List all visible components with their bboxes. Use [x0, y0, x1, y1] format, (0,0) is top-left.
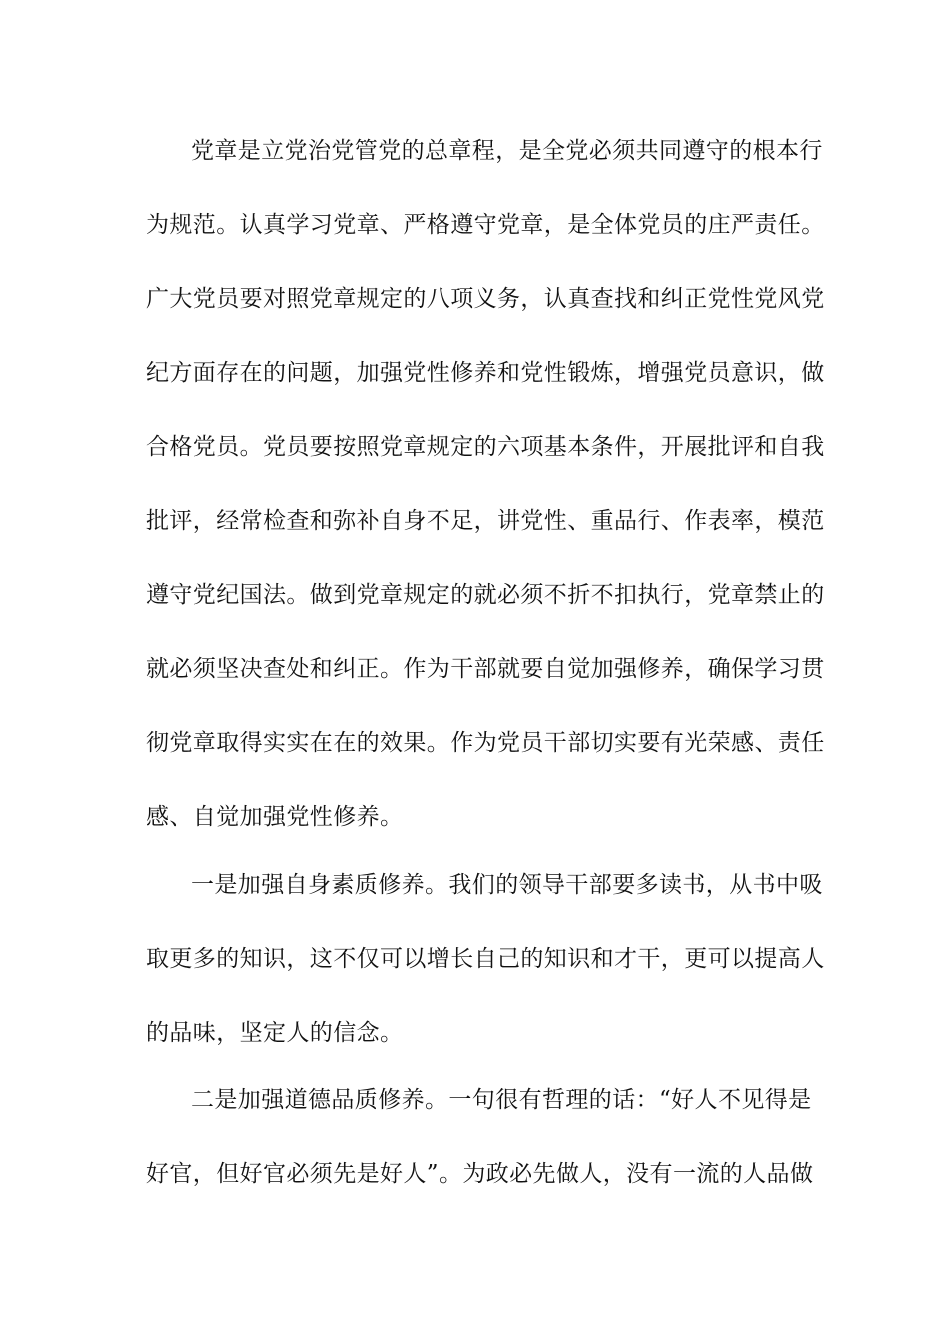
paragraph-3-line-2: 好官，但好官必须先是好人”。为政必先做人，没有一流的人品做 — [146, 1161, 814, 1187]
paragraph-1-line-8: 就必须坚决查处和纠正。作为干部就要自觉加强修养，确保学习贯 — [146, 656, 825, 682]
paragraph-1-line-3: 广大党员要对照党章规定的八项义务，认真查找和纠正党性党风党 — [146, 286, 825, 312]
paragraph-3-line-1: 二是加强道德品质修养。一句很有哲理的话：“好人不见得是 — [191, 1087, 812, 1113]
paragraph-2-line-1: 一是加强自身素质修养。我们的领导干部要多读书，从书中吸 — [191, 872, 823, 898]
paragraph-2-line-3: 的品味，坚定人的信念。 — [146, 1020, 404, 1046]
paragraph-1-line-1: 党章是立党治党管党的总章程，是全党必须共同遵守的根本行 — [191, 138, 823, 164]
paragraph-1-line-10: 感、自觉加强党性修养。 — [146, 804, 404, 830]
paragraph-1-line-6: 批评，经常检查和弥补自身不足，讲党性、重品行、作表率，模范 — [146, 508, 825, 534]
paragraph-1-line-9: 彻党章取得实实在在的效果。作为党员干部切实要有光荣感、责任 — [146, 730, 825, 756]
paragraph-1-line-2: 为规范。认真学习党章、严格遵守党章，是全体党员的庄严责任。 — [146, 212, 825, 238]
paragraph-1-line-7: 遵守党纪国法。做到党章规定的就必须不折不扣执行，党章禁止的 — [146, 582, 825, 608]
paragraph-1-line-4: 纪方面存在的问题，加强党性修养和党性锻炼，增强党员意识，做 — [146, 360, 825, 386]
paragraph-1-line-5: 合格党员。党员要按照党章规定的六项基本条件，开展批评和自我 — [146, 434, 825, 460]
paragraph-2-line-2: 取更多的知识，这不仅可以增长自己的知识和才干，更可以提高人 — [146, 946, 825, 972]
